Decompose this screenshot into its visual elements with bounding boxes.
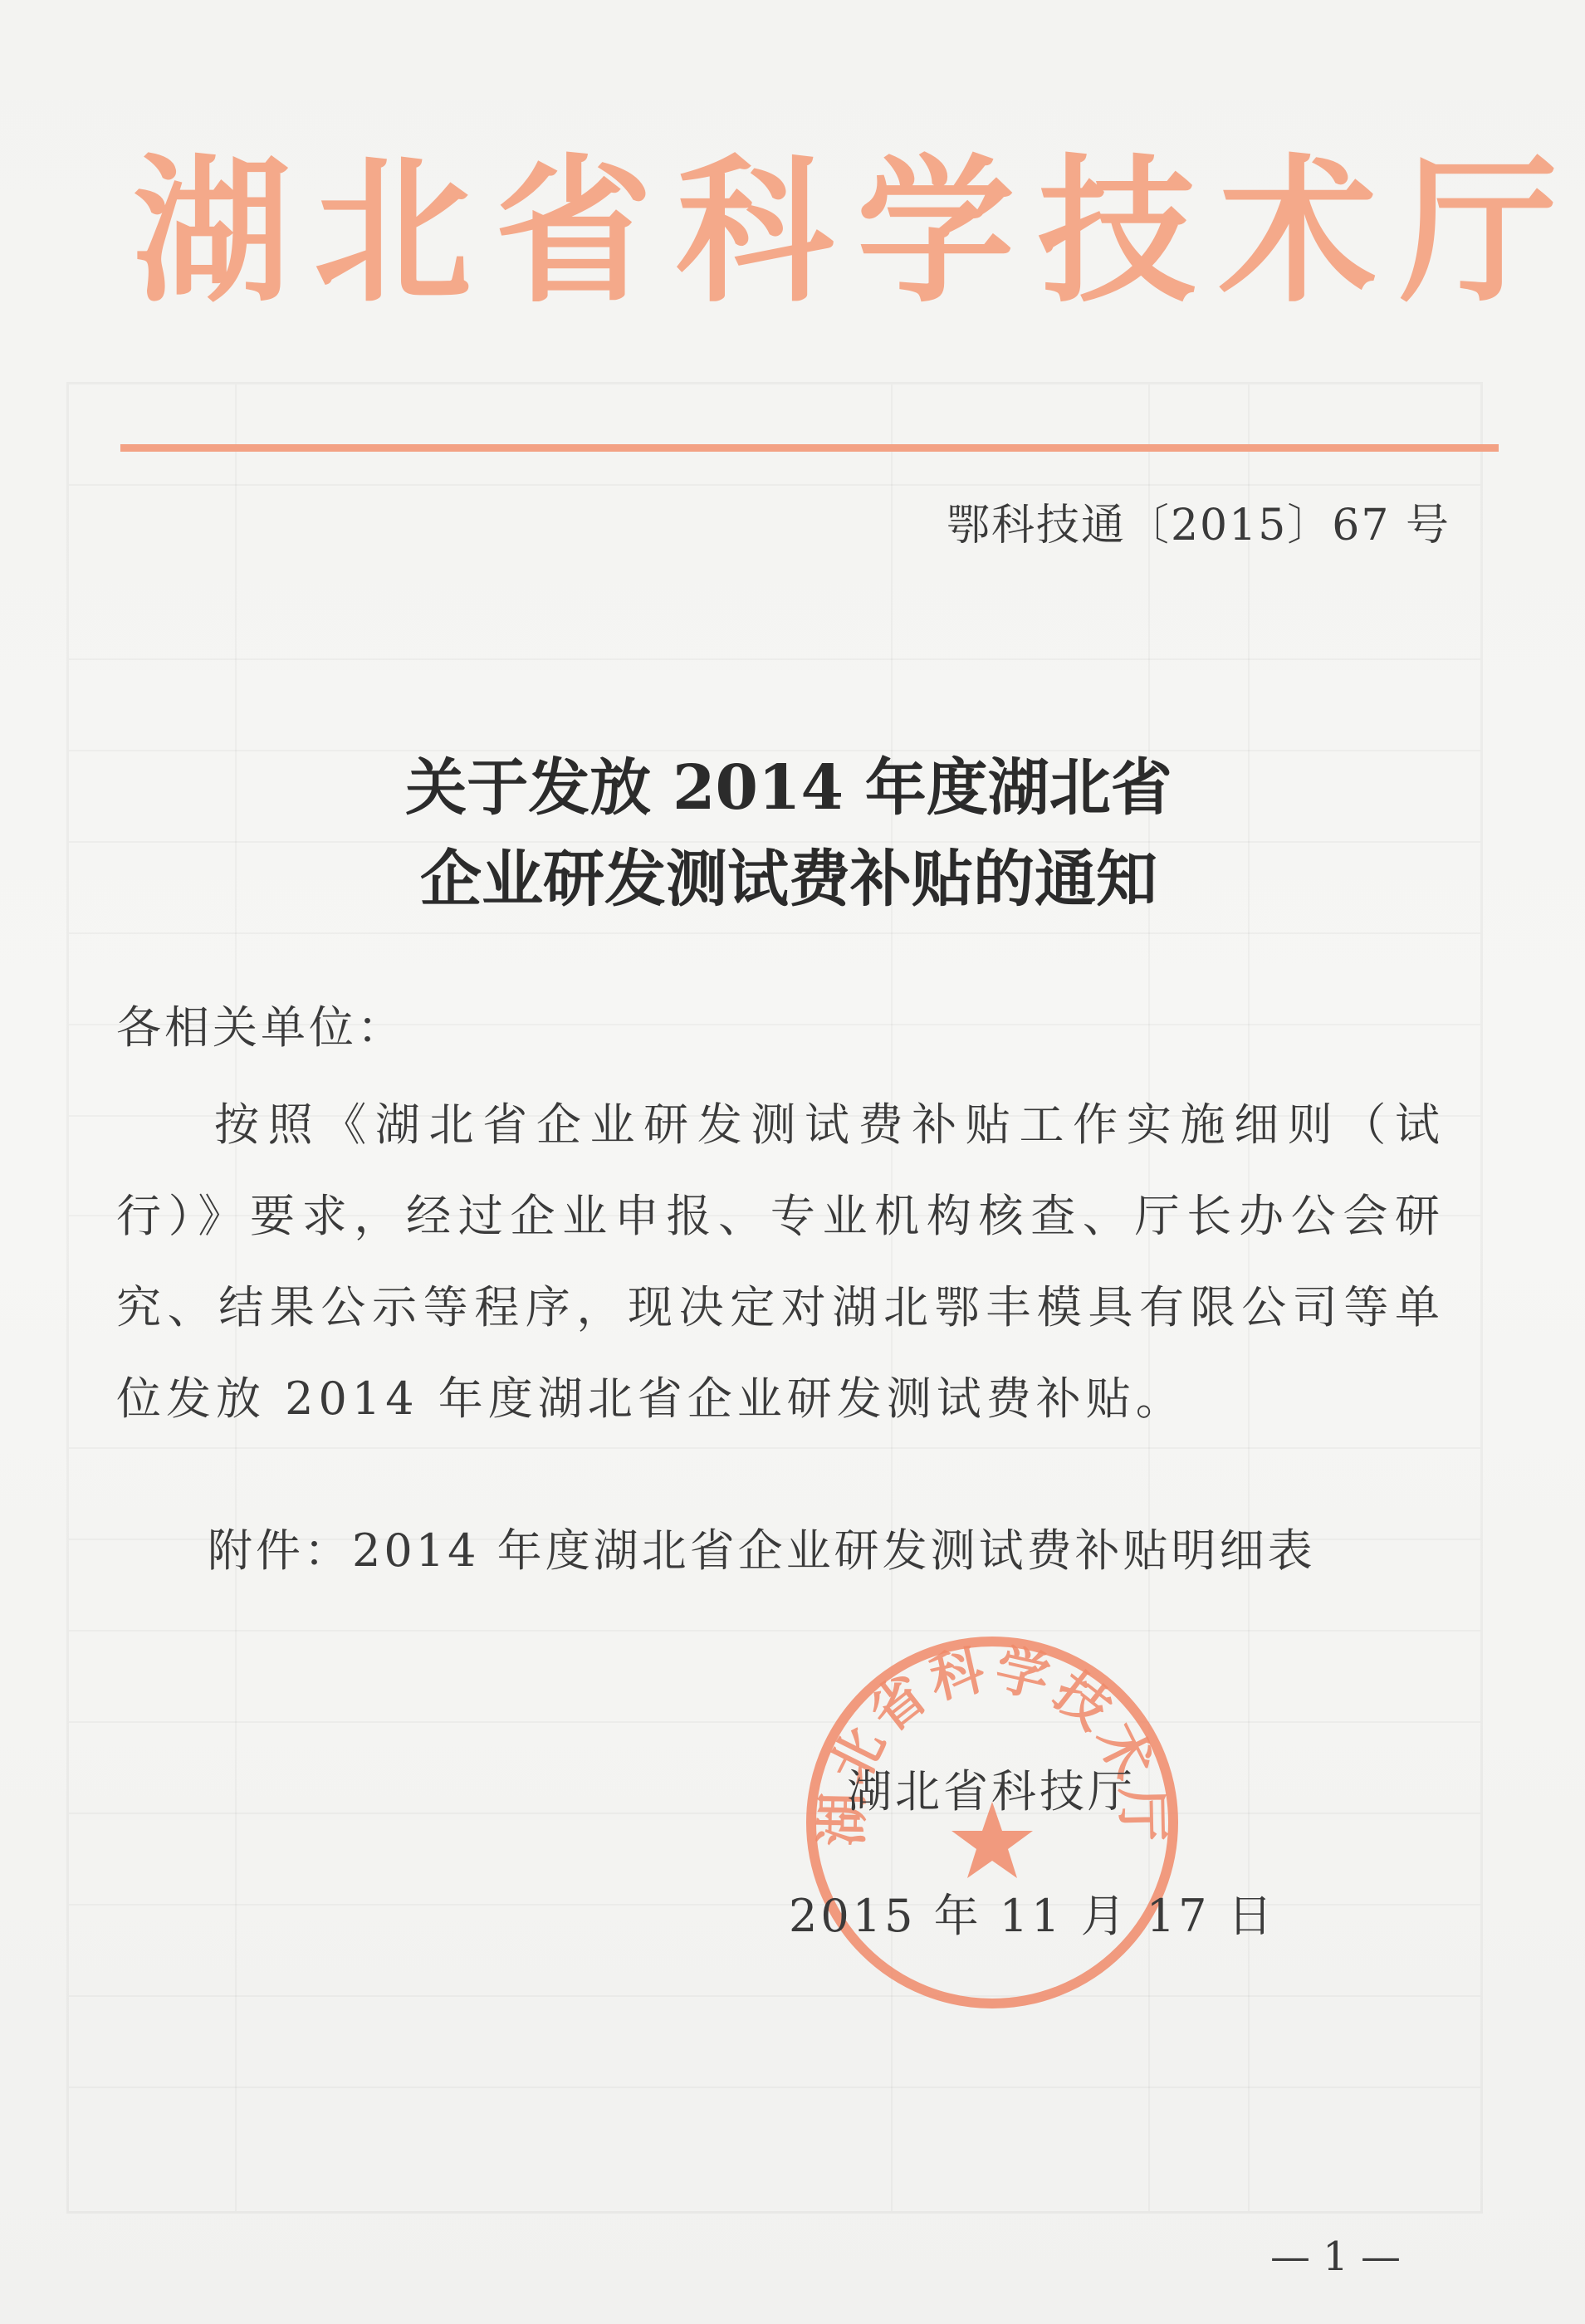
issue-date: 2015 年 11 月 17 日 — [789, 1890, 1276, 1942]
document-number: 鄂科技通〔2015〕67 号 — [946, 501, 1450, 550]
document-title-line-1: 关于发放 2014 年度湖北省 — [405, 752, 1172, 824]
issuer-letterhead: 湖北省科学技术厅 — [133, 140, 1582, 324]
letterhead-rule — [120, 444, 1499, 452]
page-number: — 1 — — [1270, 2233, 1402, 2280]
salutation: 各相关单位： — [116, 1001, 405, 1054]
attachment-line: 附件：2014 年度湖北省企业研发测试费补贴明细表 — [208, 1524, 1316, 1577]
official-seal — [801, 1632, 1183, 2013]
svg-text:湖北省科学技术厅: 湖北省科学技术厅 — [812, 1638, 1172, 1847]
signer: 湖北省科技厅 — [847, 1765, 1136, 1818]
body-paragraph: 按照《湖北省企业研发测试费补贴工作实施细则（试行）》要求，经过企业申报、专业机构核查、厅长办公会研究、结果公示等程序，现决定对湖北鄂丰模具有限公司等单位发放 2014 年度湖北省企业研发测试费补贴。 — [116, 1098, 1445, 1425]
document-title-line-2: 企业研发测试费补贴的通知 — [420, 844, 1157, 915]
